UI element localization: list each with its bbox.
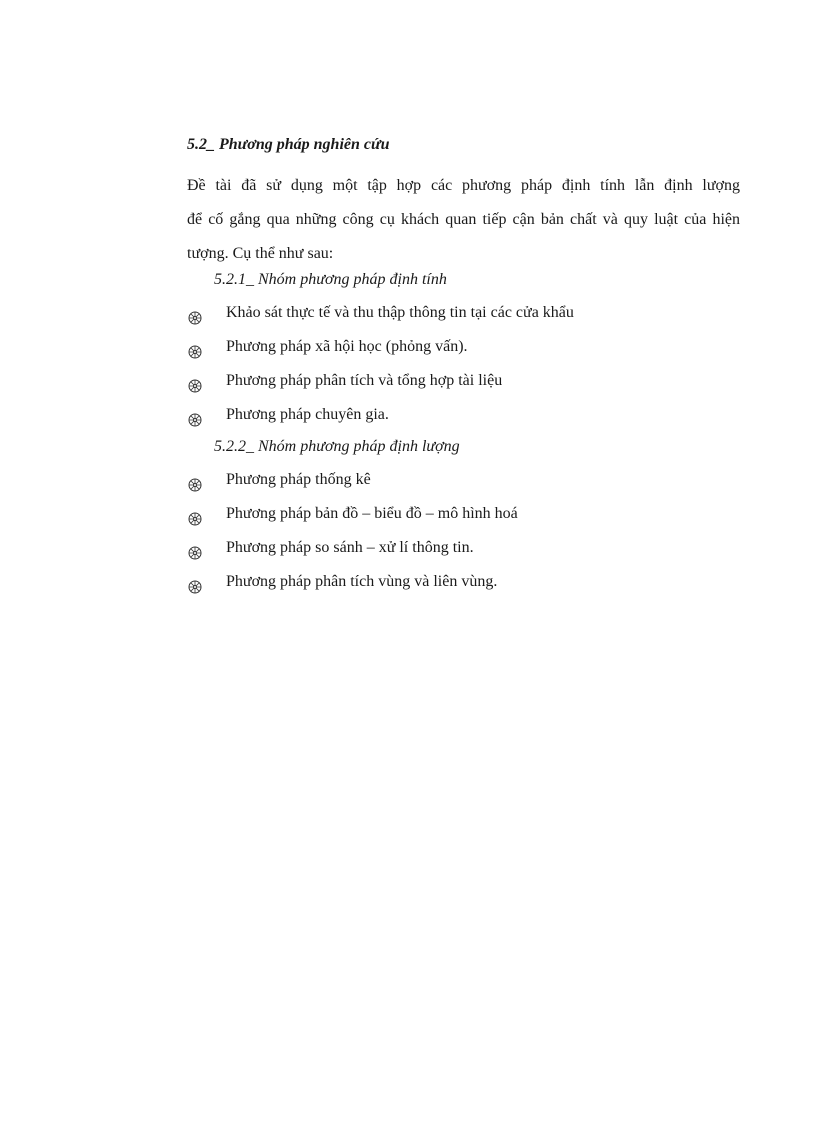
list-item-text: Phương pháp xã hội học (phỏng vấn). [226, 338, 468, 355]
list-item [187, 364, 747, 398]
list-item-text: Phương pháp bản đồ – biểu đồ – mô hình hoá [226, 505, 518, 522]
paragraph-line-text: Đề tài đã sử dụng một tập hợp các phương pháp định tính lẫn định lượng [187, 177, 740, 194]
paragraph-line-3 [187, 237, 740, 271]
flower-bullet-icon [187, 373, 203, 389]
intro-paragraph [187, 169, 740, 271]
quantitative-heading: 5.2.2_ Nhóm phương pháp định lượng [214, 438, 460, 455]
flower-bullet-icon [187, 407, 203, 423]
qualitative-heading: 5.2.1_ Nhóm phương pháp định tính [214, 271, 447, 288]
list-item-text: Khảo sát thực tế và thu thập thông tin tại các cửa khẩu [226, 304, 574, 321]
flower-bullet-icon [187, 305, 203, 321]
list-item [187, 330, 747, 364]
paragraph-line-text: để cố gắng qua những công cụ khách quan tiếp cận bản chất và quy luật của hiện [187, 211, 740, 228]
flower-bullet-icon [187, 506, 203, 522]
list-item [187, 398, 747, 432]
list-item-text: Phương pháp phân tích và tổng hợp tài liệu [226, 372, 503, 389]
qualitative-list [187, 296, 747, 432]
list-item-text: Phương pháp so sánh – xử lí thông tin. [226, 539, 474, 556]
quantitative-list [187, 463, 747, 599]
list-item-text: Phương pháp chuyên gia. [226, 406, 389, 423]
list-item [187, 565, 747, 599]
list-item [187, 463, 747, 497]
section-heading: 5.2_ Phương pháp nghiên cứu [187, 136, 390, 153]
paragraph-line-text: tượng. Cụ thể như sau: [187, 245, 334, 262]
list-item-text: Phương pháp thống kê [226, 471, 371, 488]
paragraph-line-2 [187, 203, 740, 237]
flower-bullet-icon [187, 472, 203, 488]
flower-bullet-icon [187, 540, 203, 556]
paragraph-line-1 [187, 169, 740, 203]
flower-bullet-icon [187, 339, 203, 355]
list-item [187, 497, 747, 531]
flower-bullet-icon [187, 574, 203, 590]
list-item-text: Phương pháp phân tích vùng và liên vùng. [226, 573, 498, 590]
list-item [187, 296, 747, 330]
list-item [187, 531, 747, 565]
